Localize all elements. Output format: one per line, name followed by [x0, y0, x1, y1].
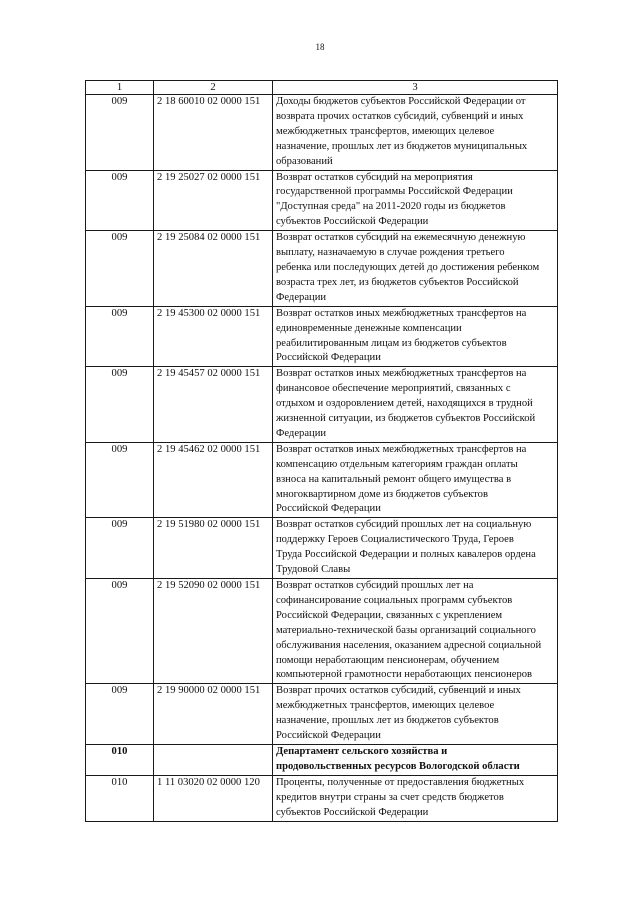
description-line: Трудовой Славы	[276, 564, 351, 576]
table-body	[86, 95, 558, 822]
table-row	[86, 306, 558, 367]
row-description	[273, 775, 558, 821]
table-row	[86, 775, 558, 821]
row-budget-classification-code: 2 18 60010 02 0000 151	[154, 95, 273, 171]
description-line: Возврат остатков субсидий прошлых лет на	[276, 580, 474, 591]
description-line: компенсацию отдельным категориям граждан оплаты	[276, 458, 518, 470]
row-budget-classification-code: 2 19 52090 02 0000 151	[154, 579, 273, 684]
description-line: возврата прочих остатков субсидий, субвенций и иных	[276, 110, 524, 122]
row-budget-classification-code: 2 19 45300 02 0000 151	[154, 306, 273, 367]
row-admin-code: 009	[86, 367, 154, 443]
row-description	[273, 744, 558, 775]
description-line: возраста трех лет, из бюджетов субъектов Российской	[276, 276, 519, 288]
table-row	[86, 231, 558, 307]
row-description	[273, 579, 558, 684]
budget-code-table	[85, 80, 558, 822]
row-admin-code: 009	[86, 442, 154, 518]
description-line: помощи неработающим пенсионерам, обучением	[276, 654, 500, 666]
row-budget-classification-code: 2 19 90000 02 0000 151	[154, 684, 273, 745]
row-budget-classification-code: 2 19 45457 02 0000 151	[154, 367, 273, 443]
row-admin-code: 010	[86, 744, 154, 775]
description-line: финансовое обеспечение мероприятий, связанных с	[276, 383, 511, 395]
row-admin-code: 009	[86, 684, 154, 745]
description-line: Российской Федерации	[276, 352, 381, 364]
row-description	[273, 95, 558, 171]
row-budget-classification-code: 1 11 03020 02 0000 120	[154, 775, 273, 821]
description-line: Российской Федерации	[276, 503, 381, 515]
description-line: материально-технической базы организаций социального	[276, 624, 536, 636]
description-line: кредитов внутри страны за счет средств бюджетов	[276, 791, 504, 803]
row-description	[273, 170, 558, 231]
description-line: Федерации	[276, 291, 327, 303]
description-line: Возврат остатков иных межбюджетных трансфертов на	[276, 443, 527, 455]
table-row	[86, 518, 558, 579]
description-line: Труда Российской Федерации и полных кавалеров ордена	[276, 549, 536, 561]
row-description	[273, 442, 558, 518]
description-line: субъектов Российской Федерации	[276, 216, 429, 228]
description-line: "Доступная среда" на 2011-2020 годы из бюджетов	[276, 201, 506, 213]
description-line: межбюджетных трансфертов, имеющих целевое	[276, 125, 495, 137]
page-number: 18	[315, 42, 325, 52]
row-description	[273, 231, 558, 307]
description-line: Возврат остатков субсидий на ежемесячную денежную	[276, 232, 526, 244]
header-col-3: 3	[273, 81, 558, 95]
row-description	[273, 518, 558, 579]
description-line: Проценты, полученные от предоставления бюджетных	[276, 776, 525, 788]
description-line: софинансирование социальных программ субъектов	[276, 594, 513, 606]
row-budget-classification-code: 2 19 51980 02 0000 151	[154, 518, 273, 579]
row-admin-code: 009	[86, 518, 154, 579]
row-admin-code: 009	[86, 170, 154, 231]
description-line: Российской Федерации, связанных с укреплением	[276, 609, 503, 621]
description-line: отдыхом и оздоровлением детей, находящихся в трудной	[276, 398, 533, 410]
table-header-row	[86, 81, 558, 95]
description-line: назначение, прошлых лет из бюджетов муниципальных	[276, 140, 528, 152]
row-admin-code: 009	[86, 95, 154, 171]
description-line: Возврат остатков иных межбюджетных трансфертов на	[276, 307, 527, 319]
description-line: государственной программы Российской Федерации	[276, 186, 513, 198]
header-col-2: 2	[154, 81, 273, 95]
description-line: Возврат остатков субсидий на мероприятия	[276, 171, 473, 183]
table-row	[86, 579, 558, 684]
description-line: Возврат остатков иных межбюджетных трансфертов на	[276, 368, 527, 380]
description-line: поддержку Героев Социалистического Труда, Героев	[276, 534, 514, 546]
description-line: реабилитированным лицам из бюджетов субъектов	[276, 337, 507, 349]
description-line: Российской Федерации	[276, 730, 381, 742]
description-line: Федерации	[276, 427, 327, 439]
row-description	[273, 367, 558, 443]
description-line: единовременные денежные компенсации	[276, 322, 462, 334]
row-admin-code: 010	[86, 775, 154, 821]
description-line: субъектов Российской Федерации	[276, 806, 429, 818]
description-line: межбюджетных трансфертов, имеющих целевое	[276, 700, 495, 712]
description-line: Возврат остатков субсидий прошлых лет на социальную	[276, 519, 532, 531]
description-line: жизненной ситуации, из бюджетов субъектов Российской	[276, 413, 536, 425]
row-budget-classification-code: 2 19 45462 02 0000 151	[154, 442, 273, 518]
row-description	[273, 684, 558, 745]
table-row	[86, 744, 558, 775]
table-row	[86, 367, 558, 443]
row-budget-classification-code	[154, 744, 273, 775]
description-line: выплату, назначаемую в случае рождения третьего	[276, 247, 505, 259]
description-line: взноса на капитальный ремонт общего имущества в	[276, 473, 512, 485]
description-line: обслуживания населения, оказанием адресной социальной	[276, 639, 542, 651]
row-admin-code: 009	[86, 306, 154, 367]
description-line: образований	[276, 155, 333, 167]
row-admin-code: 009	[86, 579, 154, 684]
description-line: компьютерной грамотности неработающих пенсионеров	[276, 669, 533, 681]
description-line: продовольственных ресурсов Вологодской области	[276, 760, 520, 772]
row-budget-classification-code: 2 19 25027 02 0000 151	[154, 170, 273, 231]
table-row	[86, 170, 558, 231]
description-line: назначение, прошлых лет из бюджетов субъектов	[276, 715, 499, 727]
row-budget-classification-code: 2 19 25084 02 0000 151	[154, 231, 273, 307]
table-row	[86, 684, 558, 745]
table-row	[86, 95, 558, 171]
header-col-1: 1	[86, 81, 154, 95]
row-admin-code: 009	[86, 231, 154, 307]
row-description	[273, 306, 558, 367]
description-line: Доходы бюджетов субъектов Российской Федерации от	[276, 96, 526, 107]
description-line: ребенка или последующих детей до достижения ребенком	[276, 261, 540, 273]
table-row	[86, 442, 558, 518]
description-line: Департамент сельского хозяйства и	[276, 745, 448, 757]
description-line: многоквартирном доме из бюджетов субъектов	[276, 488, 488, 500]
description-line: Возврат прочих остатков субсидий, субвенций и иных	[276, 685, 521, 697]
